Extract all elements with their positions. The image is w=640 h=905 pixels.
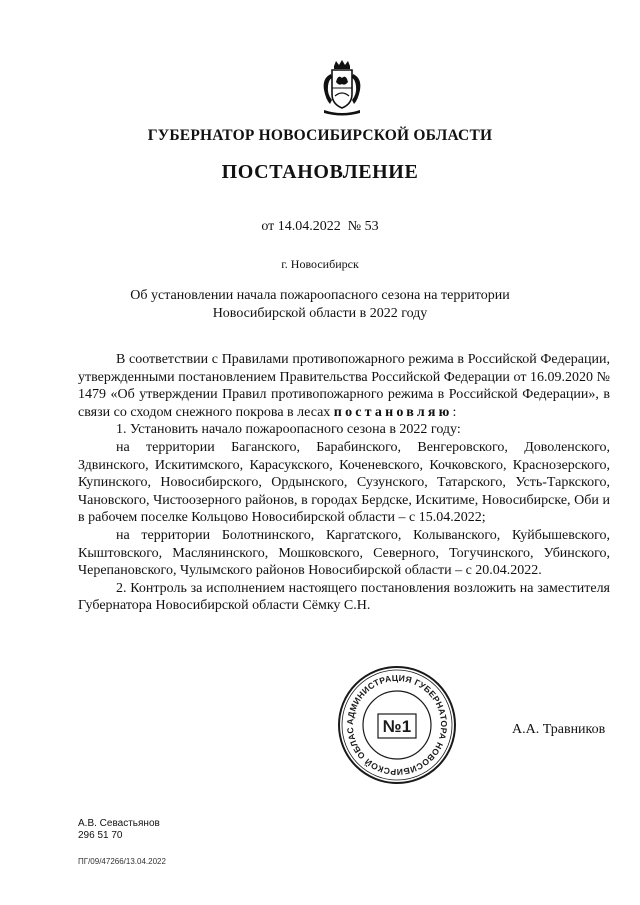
document-city: г. Новосибирск [281, 257, 359, 271]
seal-ring-text: АДМИНИСТРАЦИЯ ГУБЕРНАТОРА НОВОСИБИРСКОЙ ОБЛАС [344, 672, 450, 778]
coat-of-arms-icon [318, 60, 366, 118]
subject-line-2: Новосибирской области в 2022 году [212, 306, 428, 321]
document-date-number: от 14.04.2022 № 53 [261, 219, 379, 234]
subject-line-1: Об установлении начала пожароопасного сезона на территории [130, 288, 510, 303]
decree-colon: : [452, 404, 457, 420]
official-seal [336, 664, 458, 786]
document-subject [100, 287, 540, 323]
executor-phone: 296 51 70 [78, 830, 123, 841]
item-1-territory-a: на территории Баганского, Барабинского, Венгеровского, Доволенского, Здвинского, Искитимского, Карасукского, Коченевского, Кочковского, Краснозерского, Купинского, Новосибирского, Ордынского, Сузунского, Татарского, Усть-Таркского, Чановского, Чистоозерного районов, в городах Бердске, Искитиме, Новосибирске, Оби и в рабочем поселке Кольцово Новосибирской области – с 15.04.2022; [78, 439, 610, 526]
preamble-text: В соответствии с Правилами противопожарного режима в Российской Федерации, утвержденными постановлением Правительства Российской Федерации от 16.09.2020 № 1479 «Об утверждении Правил противопожарного режима в Российской Федерации», в связи со сходом снежного покрова в лесах [78, 352, 610, 420]
item-1-territory-b: на территории Болотнинского, Каргатского, Колыванского, Куйбышевского, Кыштовского, Маслянинского, Мошковского, Северного, Тогучинского, Убинского, Черепановского, Чулымского районов Новосибирской области – с 20.04.2022. [78, 527, 610, 579]
organization-title: ГУБЕРНАТОР НОВОСИБИРСКОЙ ОБЛАСТИ [147, 127, 493, 144]
document-body [78, 351, 610, 615]
seal-center-text: №1 [382, 717, 412, 736]
document-type-title: ПОСТАНОВЛЕНИЕ [221, 161, 419, 183]
executor-block [78, 818, 160, 842]
decree-word: постановляю [333, 404, 453, 420]
executor-name: А.В. Севастьянов [78, 818, 160, 829]
item-2-paragraph: 2. Контроль за исполнением настоящего постановления возложить на заместителя Губернатора Новосибирской области Сёмку С.Н. [78, 580, 610, 614]
signatory-name: А.А. Травников [512, 722, 606, 737]
preamble-paragraph [78, 351, 610, 421]
document-reference: ПГ/09/47266/13.04.2022 [78, 857, 166, 866]
item-1-paragraph: 1. Установить начало пожароопасного сезона в 2022 году: [116, 422, 461, 438]
